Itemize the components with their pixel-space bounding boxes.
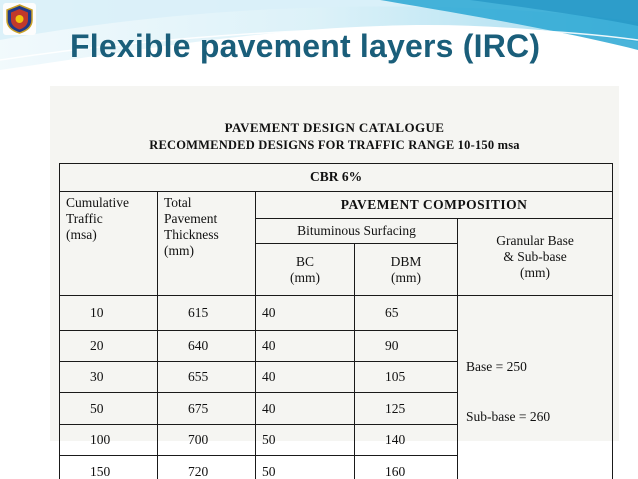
dbm-cell: 65 bbox=[355, 296, 458, 330]
thickness-cell: 720 bbox=[158, 456, 256, 479]
catalogue-title: PAVEMENT DESIGN CATALOGUE bbox=[224, 120, 445, 135]
cbr-header: CBR 6% bbox=[60, 164, 613, 192]
bc-cell: 40 bbox=[256, 393, 355, 424]
dbm-cell: 105 bbox=[355, 362, 458, 393]
header-total-thickness: Total Pavement Thickness (mm) bbox=[158, 191, 256, 296]
granular-cell bbox=[458, 296, 613, 479]
thickness-cell: 655 bbox=[158, 362, 256, 393]
header-bc: BC (mm) bbox=[256, 243, 355, 295]
table-row bbox=[60, 296, 613, 330]
thickness-cell: 640 bbox=[158, 330, 256, 361]
bc-cell: 40 bbox=[256, 330, 355, 361]
traffic-cell: 10 bbox=[60, 296, 158, 330]
header-dbm: DBM (mm) bbox=[355, 243, 458, 295]
dbm-cell: 140 bbox=[355, 424, 458, 455]
institution-logo bbox=[3, 3, 36, 35]
traffic-cell: 20 bbox=[60, 330, 158, 361]
subbase-value: Sub-base = 260 bbox=[466, 408, 551, 424]
header-cumulative-traffic: Cumulative Traffic (msa) bbox=[60, 191, 158, 296]
slide-title: Flexible pavement layers (IRC) bbox=[70, 28, 541, 64]
header-granular-base: Granular Base & Sub-base (mm) bbox=[458, 219, 613, 296]
base-value: Base = 250 bbox=[466, 358, 527, 374]
traffic-cell: 150 bbox=[60, 456, 158, 479]
dbm-cell: 125 bbox=[355, 393, 458, 424]
traffic-cell: 50 bbox=[60, 393, 158, 424]
thickness-cell: 700 bbox=[158, 424, 256, 455]
pavement-design-table bbox=[59, 163, 613, 479]
thickness-cell: 675 bbox=[158, 393, 256, 424]
design-catalogue-image bbox=[50, 86, 619, 479]
dbm-cell: 90 bbox=[355, 330, 458, 361]
pavement-composition-header: PAVEMENT COMPOSITION bbox=[256, 191, 613, 219]
catalogue-subtitle: RECOMMENDED DESIGNS FOR TRAFFIC RANGE 10-150 msa bbox=[149, 138, 520, 152]
bc-cell: 50 bbox=[256, 456, 355, 479]
bituminous-surfacing-header: Bituminous Surfacing bbox=[256, 219, 458, 244]
thickness-cell: 615 bbox=[158, 296, 256, 330]
dbm-cell: 160 bbox=[355, 456, 458, 479]
bc-cell: 40 bbox=[256, 362, 355, 393]
bc-cell: 40 bbox=[256, 296, 355, 330]
bc-cell: 50 bbox=[256, 424, 355, 455]
traffic-cell: 30 bbox=[60, 362, 158, 393]
traffic-cell: 100 bbox=[60, 424, 158, 455]
